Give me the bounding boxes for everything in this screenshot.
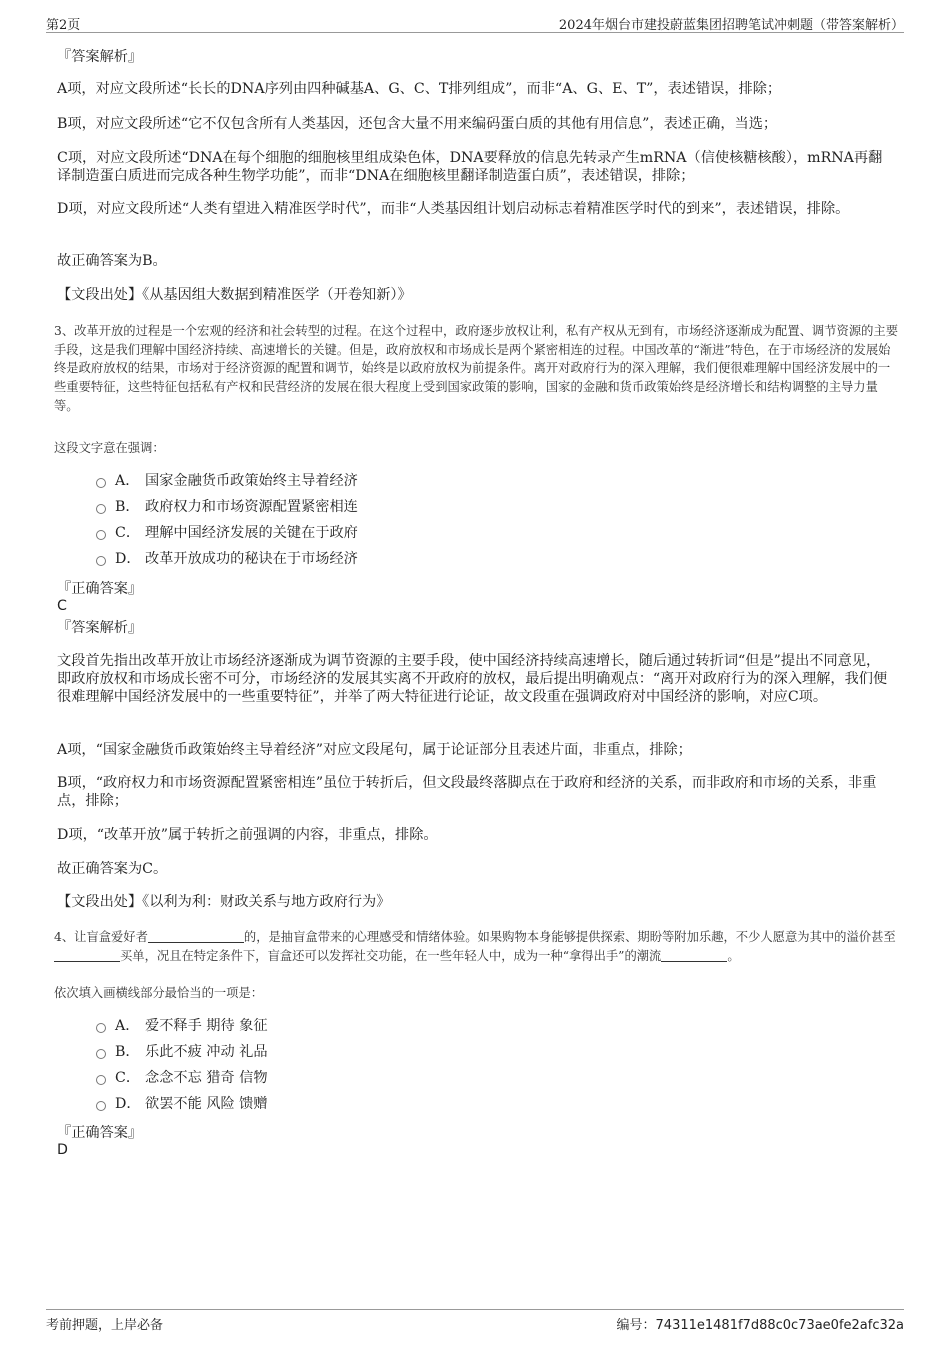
- option-d[interactable]: D． 欲罢不能 风险 馈赠: [96, 1095, 268, 1113]
- option-text: 爱不释手 期待 象征: [145, 1018, 268, 1034]
- analysis-title: 『答案解析』: [57, 620, 143, 636]
- blank-2: [54, 961, 120, 962]
- option-text: 政府权力和市场资源配置紧密相连: [145, 499, 358, 515]
- analysis-paragraph: B项，对应文段所述“它不仅包含所有人类基因，还包含大量不用来编码蛋白质的其他有用信息”，表述正确，当选；: [57, 116, 778, 132]
- option-b[interactable]: B． 政府权力和市场资源配置紧密相连: [96, 498, 358, 516]
- question-prompt: 依次填入画横线部分最恰当的一项是：: [54, 986, 264, 1000]
- page-header: [46, 12, 904, 33]
- page-number: 第2页: [46, 18, 81, 33]
- radio-icon[interactable]: [96, 1023, 106, 1033]
- answer-title: 『正确答案』: [57, 1125, 143, 1141]
- option-text: 国家金融货币政策始终主导着经济: [145, 473, 358, 489]
- answer-title: 『正确答案』: [57, 581, 143, 597]
- option-a[interactable]: A． 国家金融货币政策始终主导着经济: [96, 472, 358, 490]
- option-c[interactable]: C． 念念不忘 猎奇 信物: [96, 1069, 268, 1087]
- option-a[interactable]: A． 爱不释手 期待 象征: [96, 1017, 268, 1035]
- radio-icon[interactable]: [96, 504, 106, 514]
- option-d[interactable]: D． 改革开放成功的秘诀在于市场经济: [96, 550, 358, 568]
- radio-icon[interactable]: [96, 1101, 106, 1111]
- analysis-paragraph: D项，对应文段所述“人类有望进入精准医学时代”，而非“人类基因组计划启动标志着精准医学时代的到来”，表述错误，排除。: [57, 201, 850, 217]
- option-text: 改革开放成功的秘诀在于市场经济: [145, 551, 358, 567]
- analysis-paragraph: B项，“政府权力和市场资源配置紧密相连”虽位于转折后，但文段最终落脚点在于政府和经济的关系，而非政府和市场的关系，非重点，排除；: [57, 775, 877, 809]
- correct-answer: D: [57, 1142, 68, 1158]
- analysis-paragraph: A项，对应文段所述“长长的DNA序列由四种碱基A、G、C、T排列组成”，而非“A、G、E、T”，表述错误，排除；: [57, 81, 782, 97]
- radio-icon[interactable]: [96, 1049, 106, 1059]
- correct-answer: C: [57, 598, 67, 614]
- radio-icon[interactable]: [96, 478, 106, 488]
- option-text: 理解中国经济发展的关键在于政府: [145, 525, 358, 541]
- option-c[interactable]: C． 理解中国经济发展的关键在于政府: [96, 524, 358, 542]
- option-text: 欲罢不能 风险 馈赠: [145, 1096, 268, 1112]
- footer-slogan: 考前押题，上岸必备: [46, 1318, 164, 1333]
- analysis-conclusion: 故正确答案为C。: [57, 861, 168, 877]
- option-b[interactable]: B． 乐此不疲 冲动 礼品: [96, 1043, 268, 1061]
- question-prompt: 这段文字意在强调：: [54, 441, 165, 455]
- analysis-paragraph: A项，“国家金融货币政策始终主导着经济”对应文段尾句，属于论证部分且表述片面，非重点，排除；: [57, 742, 692, 758]
- document-title: 2024年烟台市建投蔚蓝集团招聘笔试冲刺题（带答案解析）: [558, 18, 904, 33]
- question-text: 4、让盲盒爱好者 的，是抽盲盒带来的心理感受和情绪体验。如果购物本身能够提供探索、期盼等附加乐趣，不少人愿意为其中的溢价甚至买单，况且在特定条件下，盲盒还可以发挥社交功能，在一些年轻人中，成为一种“拿得出手”的潮流 。: [54, 930, 896, 963]
- blank-1: [148, 942, 244, 943]
- analysis-paragraph: C项，对应文段所述“DNA在每个细胞的细胞核里组成染色体，DNA要释放的信息先转录产生mRNA（信使核糖核酸），mRNA再翻译制造蛋白质进而完成各种生物学功能”，而非“DNA在细胞核里翻译制造蛋白质”，表述错误，排除；: [57, 150, 883, 184]
- blank-3: [661, 961, 727, 962]
- analysis-paragraph: D项，“改革开放”属于转折之前强调的内容，非重点，排除。: [57, 827, 438, 843]
- document-code: 编号：74311e1481f7d88c0c73ae0fe2afc32a: [616, 1318, 904, 1333]
- radio-icon[interactable]: [96, 556, 106, 566]
- option-text: 念念不忘 猎奇 信物: [145, 1070, 268, 1086]
- source-citation: 【文段出处】《以利为利：财政关系与地方政府行为》: [57, 894, 391, 910]
- analysis-paragraph: 文段首先指出改革开放让市场经济逐渐成为调节资源的主要手段，使中国经济持续高速增长，随后通过转折词“但是”提出不同意见，即政府放权和市场成长密不可分，市场经济的发展其实离不开政府的放权，最后提出明确观点：“离开对政府行为的深入理解，我们便很难理解中国经济发展中的一些重要特征”，并举了两大特征进行论证，故文段重在强调政府对中国经济的影响，对应C项。: [57, 653, 888, 705]
- radio-icon[interactable]: [96, 530, 106, 540]
- question-text: 3、改革开放的过程是一个宏观的经济和社会转型的过程。在这个过程中，政府逐步放权让利，私有产权从无到有，市场经济逐渐成为配置、调节资源的主要手段，这是我们理解中国经济持续、高速增长的关键。但是，政府放权和市场成长是两个紧密相连的过程。中国改革的“渐进”特色，在于市场经济的发展始终是政府放权的结果，市场对于经济资源的配置和调节，始终是以政府放权为前提条件。离开对政府行为的深入理解，我们便很难理解中国经济发展中的一些重要特征，这些特征包括私有产权和民营经济的发展在很大程度上受到国家政策的影响，国家的金融和货币政策始终是经济增长和结构调整的主导力量等。: [54, 324, 899, 413]
- source-citation: 【文段出处】《从基因组大数据到精准医学（开卷知新）》: [57, 287, 412, 303]
- option-text: 乐此不疲 冲动 礼品: [145, 1044, 268, 1060]
- analysis-conclusion: 故正确答案为B。: [57, 253, 167, 269]
- page-footer: [46, 1309, 904, 1340]
- radio-icon[interactable]: [96, 1075, 106, 1085]
- analysis-title: 『答案解析』: [57, 49, 143, 65]
